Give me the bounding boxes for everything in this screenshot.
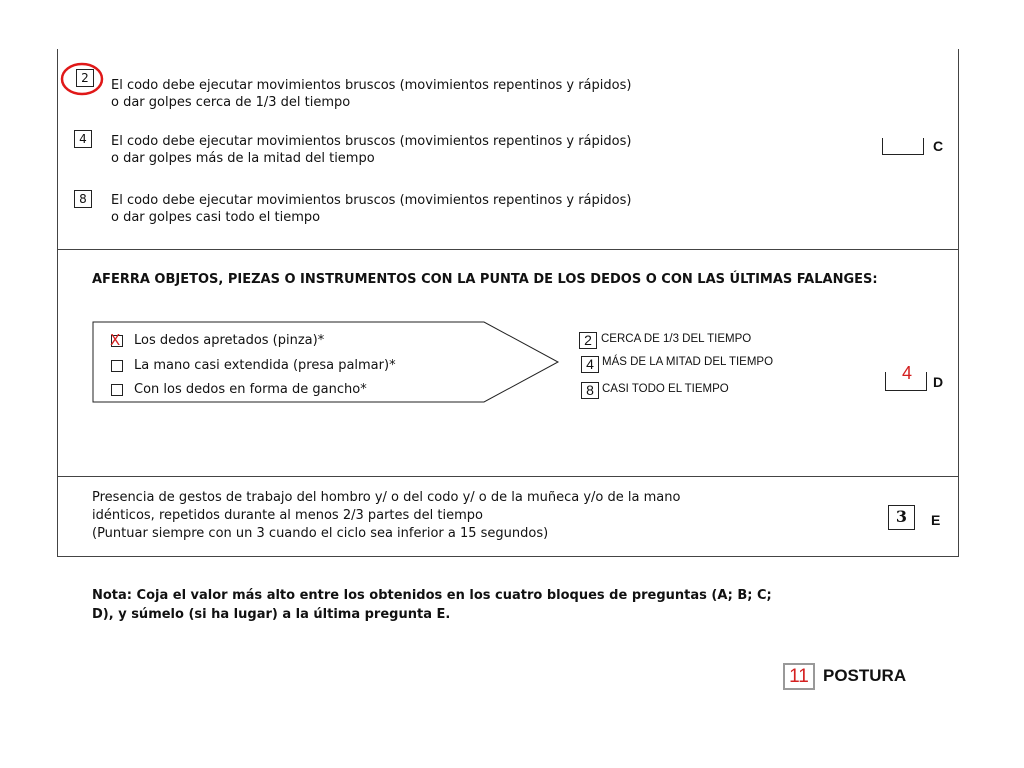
freq-2-label: CERCA DE 1/3 DEL TIEMPO xyxy=(601,333,752,345)
form-frame xyxy=(57,49,959,557)
score-c-slot[interactable] xyxy=(882,138,924,155)
note-line2: D), y súmelo (si ha lugar) a la última pregunta E. xyxy=(92,607,451,622)
freq-4-label: MÁS DE LA MITAD DEL TIEMPO xyxy=(602,356,774,368)
option-c-8-value: 8 xyxy=(79,192,87,206)
block-e-line1: Presencia de gestos de trabajo del hombro y/ o del codo y/ o de la muñeca y/o de la mano xyxy=(92,490,681,505)
note-line1: Nota: Coja el valor más alto entre los obtenidos en los cuatro bloques de preguntas (A; B; C; xyxy=(92,588,772,603)
score-c-letter: C xyxy=(933,138,944,154)
option-c-4-line1: El codo debe ejecutar movimientos bruscos (movimientos repentinos y rápidos) xyxy=(111,134,632,149)
freq-8-value: 8 xyxy=(586,382,594,398)
divider-d-e xyxy=(57,476,959,477)
option-c-8-line2: o dar golpes casi todo el tiempo xyxy=(111,210,321,225)
grip-palmar-label: La mano casi extendida (presa palmar)* xyxy=(134,358,396,373)
option-c-2-line1: El codo debe ejecutar movimientos bruscos (movimientos repentinos y rápidos) xyxy=(111,78,632,93)
freq-2-value: 2 xyxy=(584,332,592,348)
option-c-4-value: 4 xyxy=(79,132,87,146)
score-e-box[interactable]: 3 xyxy=(888,505,915,530)
grip-pinch-label: Los dedos apretados (pinza)* xyxy=(134,333,325,348)
grip-pinch-mark: X xyxy=(110,331,121,349)
block-e-line3: (Puntuar siempre con un 3 cuando el ciclo sea inferior a 15 segundos) xyxy=(92,526,549,541)
score-d-value: 4 xyxy=(902,363,913,383)
grip-palmar-checkbox[interactable] xyxy=(111,360,123,372)
option-c-8-line1: El codo debe ejecutar movimientos bruscos (movimientos repentinos y rápidos) xyxy=(111,193,632,208)
score-d-slot[interactable] xyxy=(885,363,927,391)
block-e-line2: idénticos, repetidos durante al menos 2/3 partes del tiempo xyxy=(92,508,484,523)
freq-8-label: CASI TODO EL TIEMPO xyxy=(602,383,729,395)
divider-c-d xyxy=(57,249,959,250)
total-score-box[interactable]: 11 xyxy=(783,663,815,690)
total-label: POSTURA xyxy=(823,666,907,685)
option-c-2-value: 2 xyxy=(81,71,89,85)
option-c-4-box[interactable] xyxy=(74,130,92,148)
option-c-8-box[interactable] xyxy=(74,190,92,208)
freq-4-value: 4 xyxy=(586,356,594,372)
option-c-4-line2: o dar golpes más de la mitad del tiempo xyxy=(111,151,375,166)
score-e-letter: E xyxy=(931,512,941,528)
freq-8-box[interactable] xyxy=(581,382,599,399)
score-d-letter: D xyxy=(933,374,944,390)
selection-circle-icon xyxy=(58,60,106,98)
block-d-heading: AFERRA OBJETOS, PIEZAS O INSTRUMENTOS CON LA PUNTA DE LOS DEDOS O CON LAS ÚLTIMAS FALANGES: xyxy=(92,272,878,287)
option-c-2-line2: o dar golpes cerca de 1/3 del tiempo xyxy=(111,95,351,110)
freq-2-box[interactable] xyxy=(579,332,597,349)
freq-4-box[interactable] xyxy=(581,356,599,373)
grip-hook-label: Con los dedos en forma de gancho* xyxy=(134,382,367,397)
grip-hook-checkbox[interactable] xyxy=(111,384,123,396)
note xyxy=(92,586,952,624)
